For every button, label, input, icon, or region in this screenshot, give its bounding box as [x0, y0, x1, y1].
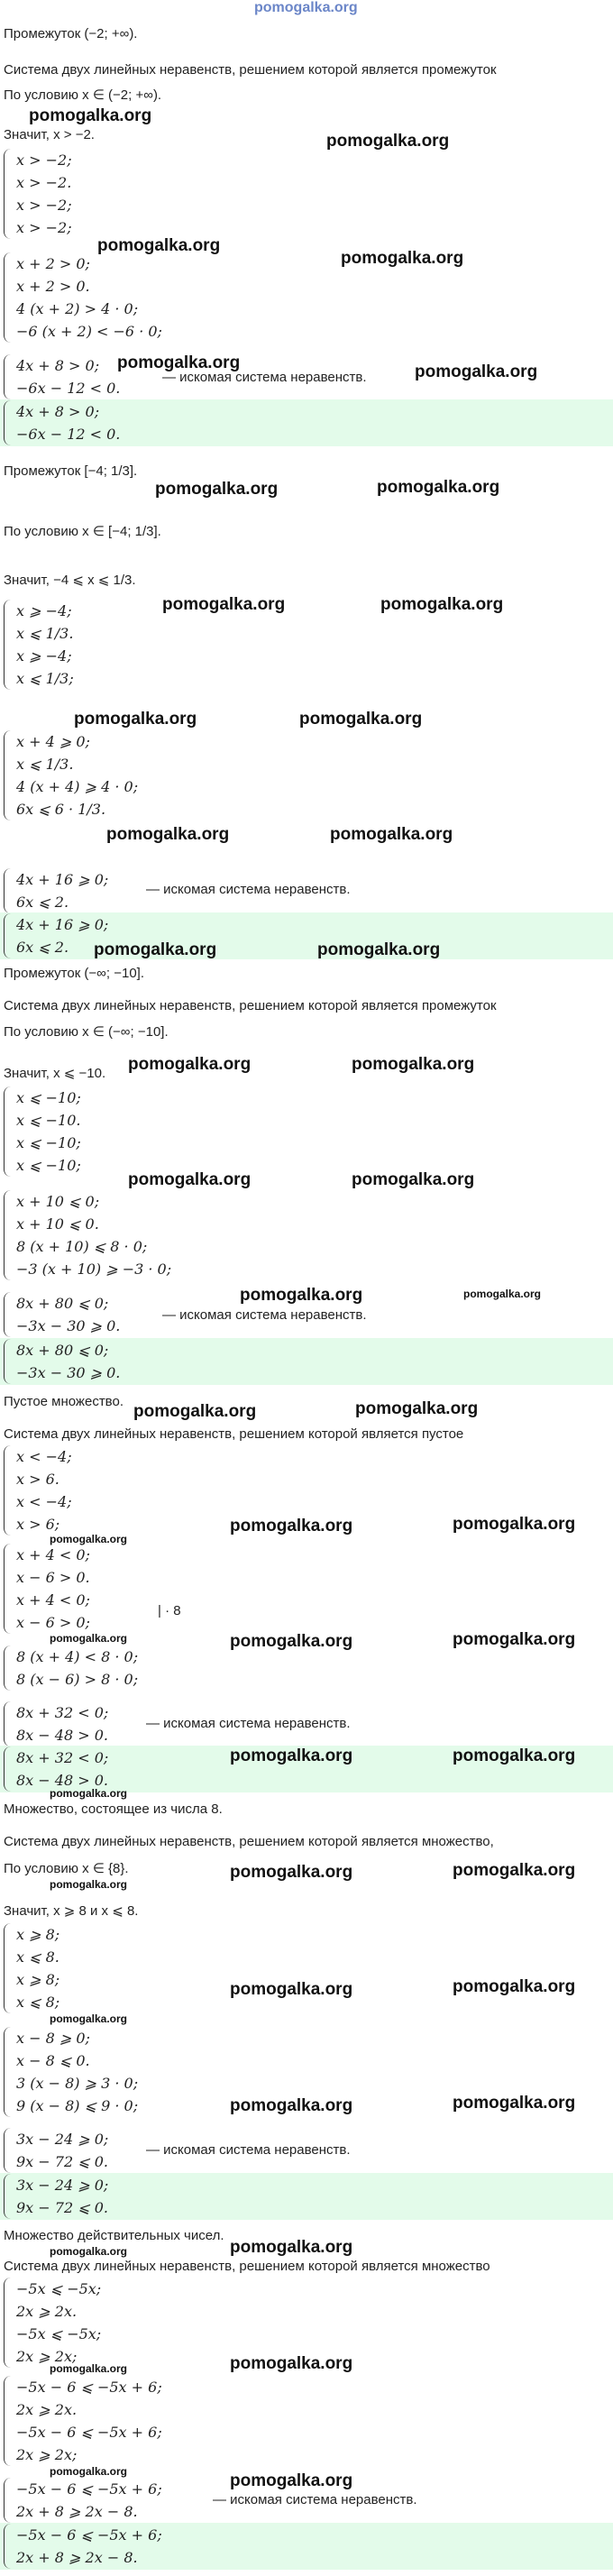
system-row: x + 4 < 0;	[16, 1591, 90, 1609]
inequality-system	[4, 2128, 108, 2173]
brace	[4, 1292, 12, 1337]
watermark-logo: pomogalka.org	[50, 1632, 128, 1645]
watermark-logo: pomogalka.org	[326, 132, 450, 151]
system-row: 8x − 48 > 0.	[16, 1727, 108, 1744]
inequality-system	[4, 1086, 81, 1177]
condition-line: По условию x ∈ [−4; 1/3].	[4, 524, 161, 539]
system-row: x ⩾ 8;	[16, 1971, 60, 1988]
system-row: −5x ⩽ −5x;	[16, 2325, 102, 2342]
brace	[4, 730, 12, 820]
inequality-system	[4, 2478, 162, 2523]
watermark-logo: pomogalka.org	[50, 2012, 128, 2025]
task-line: Система двух линейных неравенств, решением которой является промежуток	[4, 62, 497, 78]
watermark-logo: pomogalka.org	[453, 1515, 576, 1534]
system-row: −6 (x + 2) < −6 · 0;	[16, 323, 162, 340]
answer-highlight	[0, 2523, 613, 2570]
watermark-logo: pomogalka.org	[453, 1630, 576, 1649]
watermark-logo: pomogalka.org	[352, 1170, 475, 1189]
system-row: 4x + 8 > 0;	[16, 357, 100, 374]
system-row: 2x ⩾ 2x.	[16, 2401, 78, 2418]
system-row: x > 6;	[16, 1516, 60, 1533]
brace	[4, 2524, 12, 2569]
brace	[4, 1701, 12, 1746]
system-row: 6x ⩽ 6 · 1/3.	[16, 801, 106, 818]
task-line: Система двух линейных неравенств, решением которой является промежуток	[4, 998, 497, 1013]
watermark-logo: pomogalka.org	[106, 825, 230, 844]
watermark-logo: pomogalka.org	[155, 480, 279, 499]
system-row: −5x − 6 ⩽ −5x + 6;	[16, 2480, 162, 2498]
condition-line: По условию x ∈ (−2; +∞).	[4, 87, 162, 103]
system-row: 9x − 72 ⩽ 0.	[16, 2153, 108, 2170]
watermark-logo: pomogalka.org	[230, 1632, 353, 1651]
system-row: 2x + 8 ⩾ 2x − 8.	[16, 2503, 138, 2520]
watermark-logo: pomogalka.org	[128, 1170, 252, 1189]
system-row: 8 (x + 10) ⩽ 8 · 0;	[16, 1238, 148, 1255]
watermark-logo: pomogalka.org	[50, 2465, 128, 2478]
conclusion-line: Значит, x > −2.	[4, 127, 95, 142]
system-row: x − 8 ⩽ 0.	[16, 2052, 90, 2069]
brace	[4, 2278, 12, 2368]
system-row: x > −2.	[16, 174, 72, 191]
watermark-logo: pomogalka.org	[415, 362, 538, 381]
system-row: x − 6 > 0.	[16, 1569, 90, 1586]
system-row: 8x + 80 ⩽ 0;	[16, 1295, 109, 1312]
watermark-logo: pomogalka.org	[230, 2354, 353, 2373]
brace	[4, 149, 12, 239]
watermark-logo: pomogalka.org	[97, 236, 221, 255]
inequality-system	[4, 252, 162, 343]
inequality-system	[4, 1646, 138, 1691]
system-row: x + 4 ⩾ 0;	[16, 733, 90, 750]
brace	[4, 2478, 12, 2523]
system-row: 4x + 16 ⩾ 0;	[16, 871, 109, 888]
system-row: x ⩽ 1/3.	[16, 756, 74, 773]
watermark-logo: pomogalka.org	[230, 1980, 353, 1999]
brace	[4, 1544, 12, 1634]
system-row: x ⩽ −10.	[16, 1112, 81, 1129]
system-row: x > −2;	[16, 219, 72, 236]
system-row: x ⩽ −10;	[16, 1089, 81, 1106]
system-row: −3x − 30 ⩾ 0.	[16, 1317, 121, 1334]
condition-line: По условию x ∈ (−∞; −10].	[4, 1024, 169, 1040]
brace	[4, 1190, 12, 1280]
watermark-logo: pomogalka.org	[330, 825, 453, 844]
inequality-system	[4, 600, 74, 690]
result-note: — искомая система неравенств.	[146, 2142, 351, 2158]
system-row: −3 (x + 10) ⩾ −3 · 0;	[16, 1260, 172, 1278]
answer-row: 8x + 32 < 0;	[16, 1749, 109, 1766]
watermark-logo: pomogalka.org	[317, 940, 441, 959]
watermark-logo: pomogalka.org	[50, 1878, 128, 1891]
brace	[4, 1445, 12, 1536]
system-row: x < −4;	[16, 1448, 72, 1465]
system-row: x ⩽ 1/3;	[16, 670, 74, 687]
system-row: x ⩾ −4;	[16, 647, 72, 665]
watermark-logo: pomogalka.org	[355, 1399, 479, 1418]
system-row: −6x − 12 < 0.	[16, 380, 121, 397]
brace	[4, 1646, 12, 1691]
watermark-logo: pomogalka.org	[463, 1288, 542, 1300]
system-row: 6x ⩽ 2.	[16, 894, 69, 911]
inequality-system	[4, 1544, 90, 1634]
task-line: Система двух линейных неравенств, решением которой является множество,	[4, 1834, 494, 1849]
watermark-logo: pomogalka.org	[162, 595, 286, 614]
answer-row: −6x − 12 < 0.	[16, 426, 121, 443]
interval-title: Множество, состоящее из числа 8.	[4, 1801, 223, 1817]
system-row: −5x − 6 ⩽ −5x + 6;	[16, 2424, 162, 2441]
system-row: x > −2;	[16, 197, 72, 214]
task-line: Система двух линейных неравенств, решением которой является пустое	[4, 1426, 464, 1442]
inequality-system	[4, 149, 72, 239]
system-row: x ⩽ −10;	[16, 1157, 81, 1174]
watermark-logo: pomogalka.org	[117, 353, 241, 372]
watermark-logo: pomogalka.org	[341, 249, 464, 268]
interval-title: Промежуток (−∞; −10].	[4, 966, 144, 981]
brace	[4, 252, 12, 343]
system-row: x ⩽ 8;	[16, 1994, 60, 2011]
brace	[4, 1746, 12, 1792]
brace	[4, 1339, 12, 1384]
watermark-logo: pomogalka.org	[377, 478, 500, 497]
inequality-system	[4, 1701, 108, 1746]
watermark-logo: pomogalka.org	[230, 1517, 353, 1536]
brace	[4, 913, 12, 958]
system-row: x + 10 ⩽ 0.	[16, 1215, 99, 1233]
watermark-logo: pomogalka.org	[240, 1286, 363, 1305]
watermark-logo: pomogalka.org	[50, 1787, 128, 1800]
watermark-logo: pomogalka.org	[230, 2096, 353, 2115]
inequality-system	[4, 868, 108, 913]
watermark-logo: pomogalka.org	[380, 595, 504, 614]
answer-highlight	[0, 1338, 613, 1385]
brace	[4, 2128, 12, 2173]
system-row: 2x ⩾ 2x;	[16, 2348, 78, 2365]
watermark-logo: pomogalka.org	[128, 1055, 252, 1074]
result-note: — искомая система неравенств.	[146, 882, 351, 897]
inequality-system	[4, 1190, 171, 1280]
watermark-logo: pomogalka.org	[94, 940, 217, 959]
answer-row: 8x + 80 ⩽ 0;	[16, 1342, 109, 1359]
system-row: x ⩾ 8;	[16, 1926, 60, 1943]
answer-row: −3x − 30 ⩾ 0.	[16, 1364, 121, 1381]
system-row: −5x − 6 ⩽ −5x + 6;	[16, 2379, 162, 2396]
brace	[4, 2027, 12, 2117]
multiplier-note: | · 8	[158, 1603, 181, 1618]
inequality-system	[4, 2027, 138, 2117]
system-row: x > 6.	[16, 1471, 59, 1488]
brace	[4, 354, 12, 399]
brace	[4, 2174, 12, 2219]
answer-highlight	[0, 399, 613, 446]
answer-row: 3x − 24 ⩾ 0;	[16, 2177, 109, 2194]
system-row: 2x ⩾ 2x.	[16, 2303, 78, 2320]
watermark-logo: pomogalka.org	[230, 1746, 353, 1765]
answer-row: 4x + 8 > 0;	[16, 403, 100, 420]
watermark-logo: pomogalka.org	[453, 2094, 576, 2113]
system-row: 4 (x + 2) > 4 · 0;	[16, 300, 139, 317]
system-row: x > −2;	[16, 151, 72, 169]
inequality-system	[4, 354, 120, 399]
system-row: 2x ⩾ 2x;	[16, 2446, 78, 2463]
watermark-logo: pomogalka.org	[50, 1533, 128, 1545]
watermark-logo: pomogalka.org	[230, 2238, 353, 2257]
conclusion-line: Значит, −4 ⩽ x ⩽ 1/3.	[4, 573, 136, 588]
system-row: 3 (x − 8) ⩾ 3 · 0;	[16, 2075, 139, 2092]
inequality-system	[4, 730, 138, 820]
watermark-logo: pomogalka.org	[29, 106, 152, 125]
system-row: x ⩽ −10;	[16, 1134, 81, 1151]
answer-row: −5x − 6 ⩽ −5x + 6;	[16, 2526, 162, 2544]
system-row: x − 8 ⩾ 0;	[16, 2030, 90, 2047]
answer-row: 2x + 8 ⩾ 2x − 8.	[16, 2549, 138, 2566]
answer-highlight	[0, 912, 613, 959]
system-row: 9 (x − 8) ⩽ 9 · 0;	[16, 2097, 139, 2114]
inequality-system	[4, 1292, 120, 1337]
brace	[4, 400, 12, 445]
system-row: 4 (x + 4) ⩾ 4 · 0;	[16, 778, 139, 795]
system-row: x + 10 ⩽ 0;	[16, 1193, 100, 1210]
system-row: x − 6 > 0;	[16, 1614, 90, 1631]
system-row: x ⩾ −4;	[16, 602, 72, 619]
inequality-system	[4, 1445, 72, 1536]
result-note: — искомая система неравенств.	[146, 1716, 351, 1731]
watermark-logo: pomogalka.org	[230, 1863, 353, 1882]
answer-row: 6x ⩽ 2.	[16, 939, 69, 956]
system-row: 8 (x − 6) > 8 · 0;	[16, 1671, 139, 1688]
conclusion-line: Значит, x ⩾ 8 и x ⩽ 8.	[4, 1903, 139, 1919]
system-row: x < −4;	[16, 1493, 72, 1510]
watermark-logo: pomogalka.org	[74, 710, 197, 729]
interval-title: Промежуток [−4; 1/3].	[4, 463, 138, 479]
system-row: 8x + 32 < 0;	[16, 1704, 109, 1721]
system-row: x ⩽ 1/3.	[16, 625, 74, 642]
watermark-logo: pomogalka.org	[133, 1402, 257, 1421]
system-row: x + 4 < 0;	[16, 1546, 90, 1563]
answer-row: 9x − 72 ⩽ 0.	[16, 2199, 108, 2216]
result-note: — искомая система неравенств.	[162, 1307, 367, 1323]
answer-row: 4x + 16 ⩾ 0;	[16, 916, 109, 933]
interval-title: Множество действительных чисел.	[4, 2228, 224, 2243]
task-line: Система двух линейных неравенств, решением которой является множество	[4, 2259, 490, 2274]
system-row: x + 2 > 0;	[16, 255, 90, 272]
condition-line: По условию x ∈ {8}.	[4, 1861, 129, 1876]
answer-highlight	[0, 2173, 613, 2220]
watermark-logo: pomogalka.org	[50, 2362, 128, 2375]
site-logo[interactable]: pomogalka.org	[254, 0, 358, 15]
watermark-logo: pomogalka.org	[50, 2245, 128, 2258]
watermark-logo: pomogalka.org	[453, 1861, 576, 1880]
inequality-system	[4, 1923, 59, 2013]
brace	[4, 1086, 12, 1177]
brace	[4, 868, 12, 913]
interval-title: Промежуток (−2; +∞).	[4, 26, 138, 41]
result-note: — искомая система неравенств.	[162, 370, 367, 385]
watermark-logo: pomogalka.org	[453, 1977, 576, 1996]
system-row: x + 2 > 0.	[16, 278, 90, 295]
answer-row: 8x − 48 > 0.	[16, 1772, 108, 1789]
watermark-logo: pomogalka.org	[453, 1746, 576, 1765]
brace	[4, 1923, 12, 2013]
inequality-system	[4, 2376, 162, 2466]
brace	[4, 2376, 12, 2466]
system-row: 3x − 24 ⩾ 0;	[16, 2131, 109, 2148]
watermark-logo: pomogalka.org	[299, 710, 423, 729]
result-note: — искомая система неравенств.	[213, 2492, 417, 2507]
conclusion-line: Значит, x ⩽ −10.	[4, 1066, 106, 1081]
inequality-system	[4, 2278, 101, 2368]
interval-title: Пустое множество.	[4, 1394, 124, 1409]
system-row: 8 (x + 4) < 8 · 0;	[16, 1648, 139, 1665]
watermark-logo: pomogalka.org	[352, 1055, 475, 1074]
watermark-logo: pomogalka.org	[230, 2471, 353, 2490]
brace	[4, 600, 12, 690]
system-row: x ⩽ 8.	[16, 1948, 59, 1966]
system-row: −5x ⩽ −5x;	[16, 2280, 102, 2297]
